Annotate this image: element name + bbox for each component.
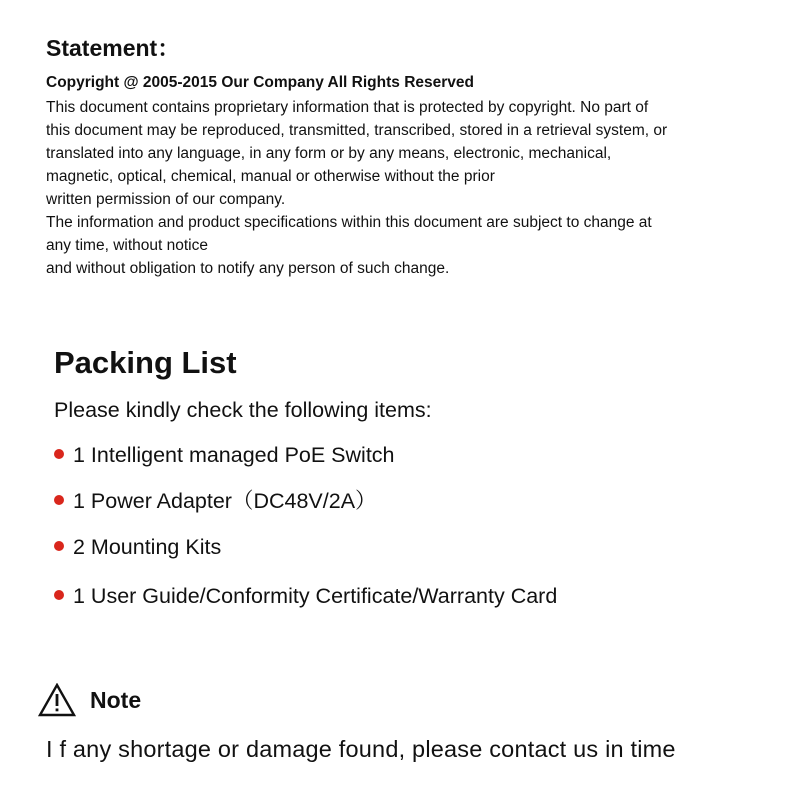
statement-line: The information and product specifications within this document are subject to change at <box>46 214 652 231</box>
list-item-text: 1 Power Adapter（DC48V/2A） <box>73 489 377 513</box>
bullet-dot-icon <box>54 495 64 505</box>
list-item <box>54 486 557 532</box>
packing-list-title: Packing List <box>54 345 237 380</box>
note-text: I f any shortage or damage found, please contact us in time <box>46 736 676 762</box>
list-item-text: 1 User Guide/Conformity Certificate/Warranty Card <box>73 584 558 608</box>
packing-list-intro: Please kindly check the following items: <box>54 398 432 422</box>
statement-body <box>46 96 667 280</box>
statement-line: magnetic, optical, chemical, manual or otherwise without the prior <box>46 168 495 185</box>
statement-line: any time, without notice <box>46 237 208 254</box>
list-item-text: 1 Intelligent managed PoE Switch <box>73 443 395 467</box>
warning-icon <box>38 683 76 717</box>
list-item <box>54 440 557 486</box>
statement-line: and without obligation to notify any person of such change. <box>46 260 450 277</box>
bullet-dot-icon <box>54 449 64 459</box>
packing-list <box>54 440 557 627</box>
statement-title: Statement： <box>46 35 181 61</box>
note-header <box>38 680 141 720</box>
list-item-text: 2 Mounting Kits <box>73 535 222 559</box>
statement-line: This document contains proprietary information that is protected by copyright. No part of <box>46 99 649 116</box>
list-item <box>54 532 557 578</box>
statement-line: this document may be reproduced, transmitted, transcribed, stored in a retrieval system, or <box>46 122 668 139</box>
statement-line: translated into any language, in any form or by any means, electronic, mechanical, <box>46 145 612 162</box>
note-label: Note <box>90 687 142 713</box>
bullet-dot-icon <box>54 590 64 600</box>
list-item <box>54 581 557 627</box>
statement-line: written permission of our company. <box>46 191 286 208</box>
bullet-dot-icon <box>54 541 64 551</box>
copyright-notice: Copyright @ 2005-2015 Our Company All Rights Reserved <box>46 74 474 91</box>
